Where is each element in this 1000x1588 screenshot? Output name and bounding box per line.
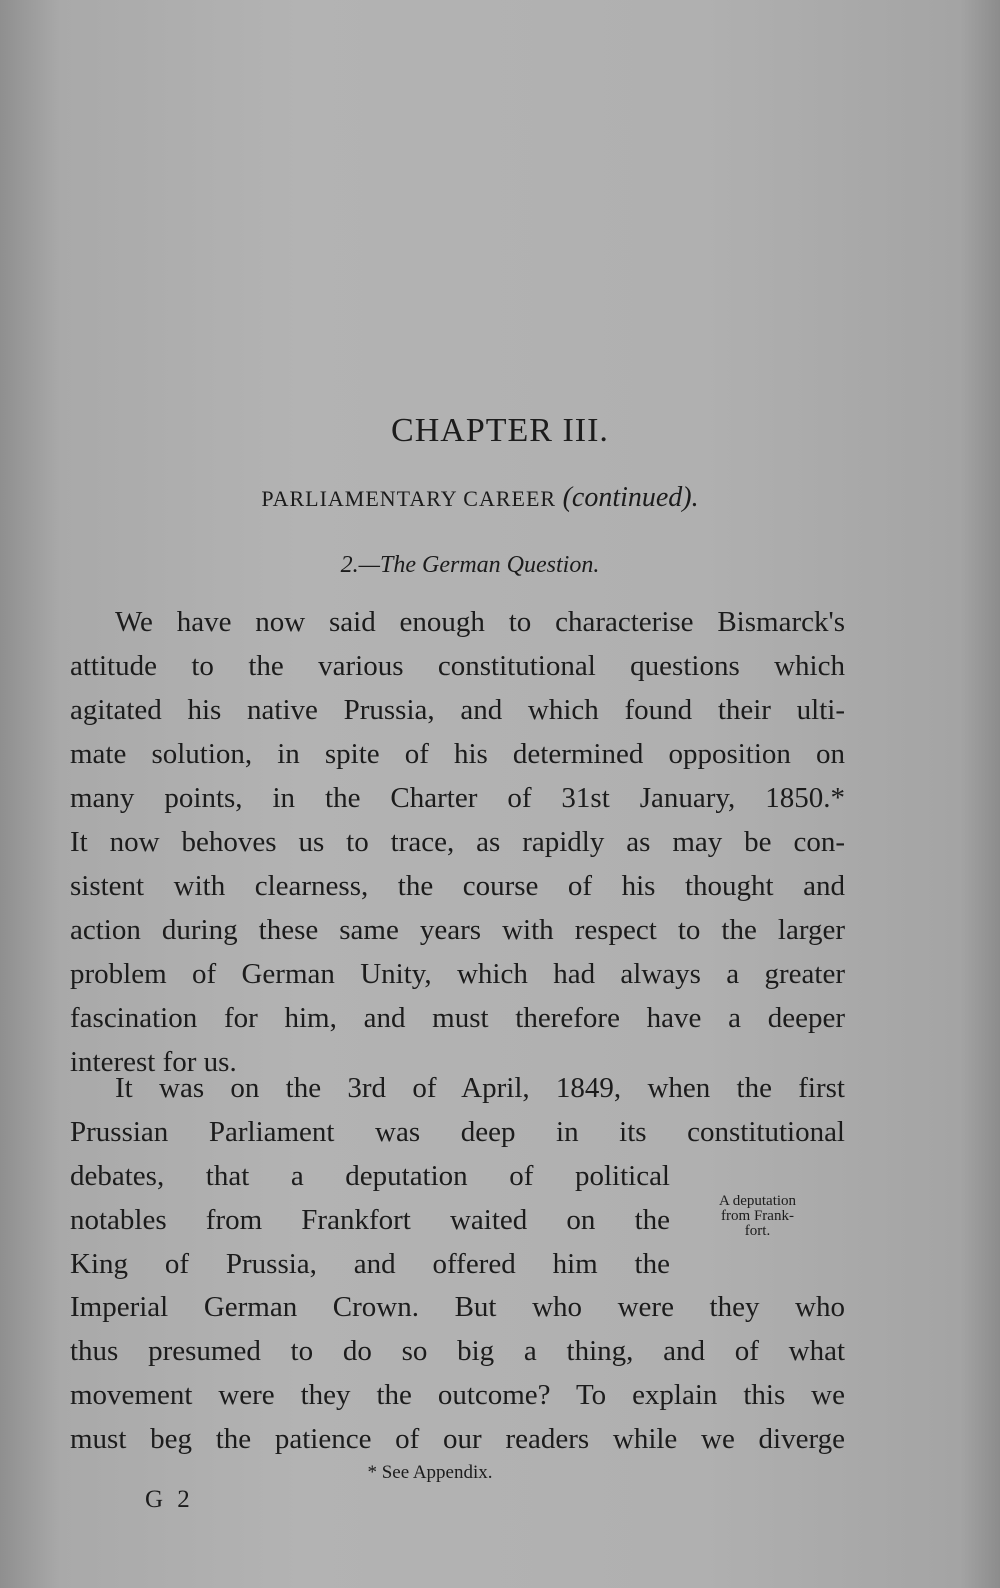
section-heading-continued: (continued). [562,482,699,513]
signature-mark: G 2 [145,1486,194,1513]
text-line: It now behoves us to trace, as rapidly as may be con- [70,826,845,858]
text-line: notables from Frankfort waited on the [70,1204,670,1236]
text-line: attitude to the various constitutional questions which [70,650,845,682]
paragraph-1 [70,600,845,1084]
text-line: Imperial German Crown. But who were they who [70,1291,845,1323]
marginal-note [690,1194,825,1239]
footnote: * See Appendix. [367,1462,493,1483]
paragraph-2-continued [70,1285,845,1461]
text-line: agitated his native Prussia, and which found their ulti- [70,694,845,726]
marginal-note-line: from Frank- [721,1208,794,1224]
text-line: problem of German Unity, which had always a greater [70,958,845,990]
text-line: debates, that a deputation of political [70,1160,670,1192]
text-line: many points, in the Charter of 31st January, 1850.* [70,782,845,814]
text-line: action during these same years with respect to the larger [70,914,845,946]
chapter-title: CHAPTER III. [391,412,609,449]
text-line: We have now said enough to characterise Bismarck's [115,606,845,638]
text-line: King of Prussia, and offered him the [70,1248,670,1280]
section-heading-text: PARLIAMENTARY CAREER [261,486,557,511]
text-line: movement were they the outcome? To explain this we [70,1379,845,1411]
text-line: sistent with clearness, the course of his thought and [70,870,845,902]
text-line: It was on the 3rd of April, 1849, when the first [115,1072,845,1104]
text-line: mate solution, in spite of his determined opposition on [70,738,845,770]
text-line: Prussian Parliament was deep in its constitutional [70,1116,845,1148]
text-line: interest for us. [70,1046,237,1078]
subsection-title: 2.—The German Question. [340,552,600,578]
text-line: must beg the patience of our readers while we diverge [70,1423,845,1455]
marginal-note-line: A deputation [718,1193,797,1209]
text-line: thus presumed to do so big a thing, and of what [70,1335,845,1367]
text-line: fascination for him, and must therefore have a deeper [70,1002,845,1034]
marginal-note-line: fort. [744,1223,771,1239]
paragraph-2 [70,1066,845,1286]
section-heading [0,482,960,514]
bleed-through-texture [70,170,870,590]
